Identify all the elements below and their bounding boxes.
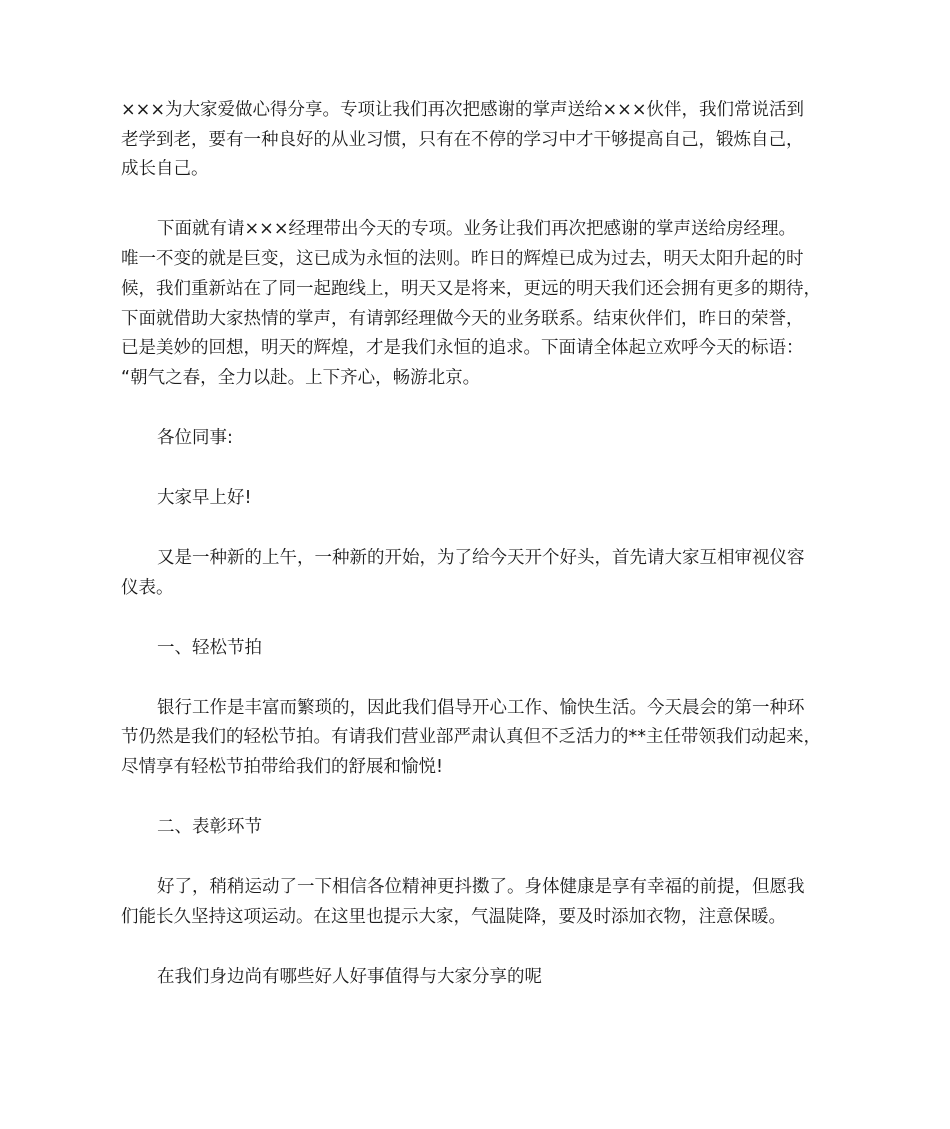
text-line: 成长自己。 bbox=[121, 159, 209, 180]
paragraph bbox=[121, 96, 841, 185]
text-line: 仪表。 bbox=[121, 577, 174, 598]
document-body bbox=[121, 96, 841, 1023]
paragraph bbox=[121, 484, 841, 514]
text-line: 大家早上好! bbox=[157, 487, 252, 508]
text-line: 一、轻松节拍 bbox=[157, 637, 262, 658]
text-line: 银行工作是丰富而繁琐的，因此我们倡导开心工作、愉快生活。今天晨会的第一种环 bbox=[157, 697, 805, 718]
paragraph bbox=[121, 634, 841, 664]
text-line: 好了，稍稍运动了一下相信各位精神更抖擞了。身体健康是享有幸福的前提，但愿我 bbox=[157, 877, 805, 898]
text-line: “朝气之春，全力以赴。上下齐心，畅游北京。 bbox=[121, 367, 481, 388]
text-line: 二、表彰环节 bbox=[157, 817, 262, 838]
text-line: 唯一不变的就是巨变，这已成为永恒的法则。昨日的辉煌已成为过去，明天太阳升起的时 bbox=[121, 249, 804, 270]
text-line: 们能长久坚持这项运动。在这里也提示大家，气温陡降，要及时添加衣物，注意保暖。 bbox=[121, 906, 786, 927]
text-line: 候，我们重新站在了同一起跑线上，明天又是将来，更远的明天我们还会拥有更多的期待， bbox=[121, 278, 821, 299]
text-line: 各位同事: bbox=[157, 427, 233, 448]
paragraph bbox=[121, 873, 841, 932]
paragraph bbox=[121, 694, 841, 783]
paragraph bbox=[121, 215, 841, 393]
text-line: 下面就借助大家热情的掌声，有请郭经理做今天的业务联系。结束伙伴们，昨日的荣誉， bbox=[121, 308, 804, 329]
text-line: ×××为大家爱做心得分享。专项让我们再次把感谢的掌声送给×××伙伴，我们常说活到 bbox=[121, 100, 804, 120]
text-line: 又是一种新的上午，一种新的开始，为了给今天开个好头，首先请大家互相审视仪容 bbox=[157, 547, 805, 568]
paragraph bbox=[121, 544, 841, 603]
text-line: 节仍然是我们的轻松节拍。有请我们营业部严肃认真但不乏活力的**主任带领我们动起来， bbox=[121, 727, 821, 748]
text-line: 下面就有请×××经理带出今天的专项。业务让我们再次把感谢的掌声送给房经理。 bbox=[157, 219, 796, 240]
paragraph bbox=[121, 424, 841, 454]
text-line: 已是美妙的回想，明天的辉煌，才是我们永恒的追求。下面请全体起立欢呼今天的标语： bbox=[121, 338, 804, 359]
text-line: 老学到老，要有一种良好的从业习惯，只有在不停的学习中才干够提高自己，锻炼自己， bbox=[121, 129, 804, 150]
paragraph bbox=[121, 813, 841, 843]
text-line: 在我们身边尚有哪些好人好事值得与大家分享的呢 bbox=[157, 966, 542, 987]
text-line: 尽情享有轻松节拍带给我们的舒展和愉悦! bbox=[121, 757, 444, 778]
paragraph bbox=[121, 963, 841, 993]
